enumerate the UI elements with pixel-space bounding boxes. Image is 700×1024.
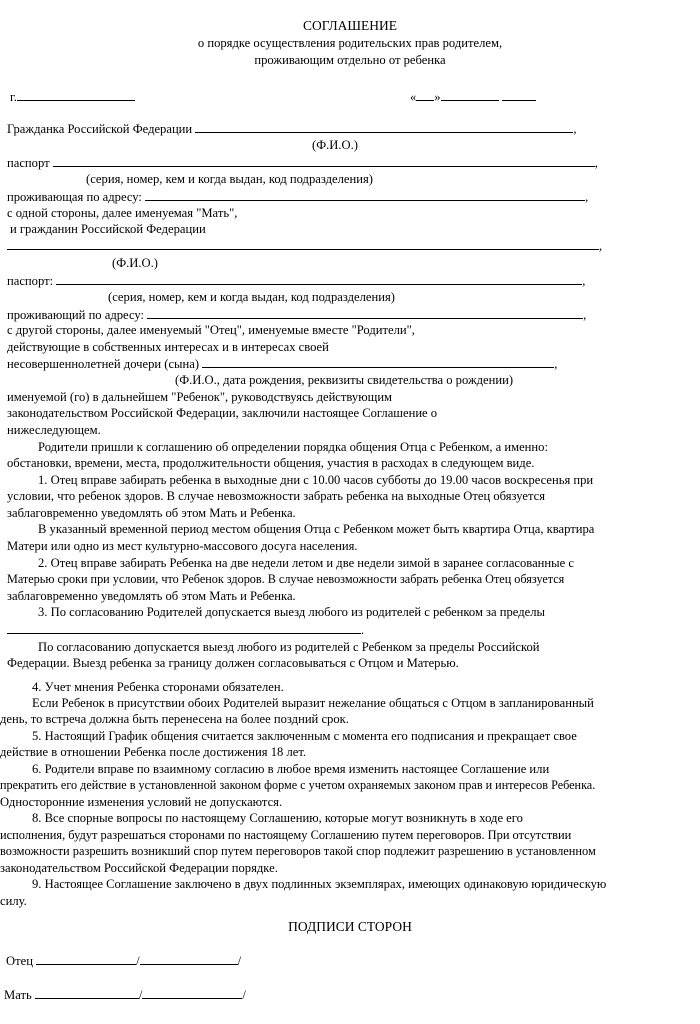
comma: ,	[573, 122, 577, 136]
father-passport-line	[7, 273, 585, 289]
father-passport-caption: (серия, номер, кем и когда выдан, код подразделения)	[108, 290, 395, 304]
city-prefix: г.	[10, 90, 17, 104]
child-blank	[202, 356, 554, 368]
body-line: законодательством Российской Федерации порядке.	[0, 861, 278, 875]
slash: /	[242, 988, 246, 1002]
clause-1: 1. Отец вправе забирать ребенка в выходные дни с 10.00 часов субботы до 19.00 часов воскресенья при	[38, 473, 594, 487]
mother-signature-blank	[35, 987, 139, 999]
clause-8: 8. Все спорные вопросы по настоящему Соглашению, которые могут возникнуть в ходе его	[32, 811, 523, 825]
father-address-line	[7, 307, 586, 323]
father-passport-label: паспорт:	[7, 274, 54, 288]
day-blank	[416, 89, 434, 101]
mother-address-line	[7, 189, 588, 205]
date-close-quote: »	[434, 90, 441, 104]
body-line: возможности разрешить возникший спор путем переговоров такой спор подлежит разрешению в установленном	[0, 844, 596, 858]
father-party-text: с другой стороны, далее именуемый "Отец", именуемые вместе "Родители",	[7, 323, 415, 337]
father-signature-line	[6, 953, 241, 969]
mother-passport-blank	[53, 155, 595, 167]
mother-citizen-label: Гражданка Российской Федерации	[7, 122, 193, 136]
clause-9: 9. Настоящее Соглашение заключено в двух подлинных экземплярах, имеющих одинаковую юридическую	[32, 877, 607, 891]
clause-2: 2. Отец вправе забирать Ребенка на две недели летом и две недели зимой в заранее согласованные с	[38, 556, 574, 570]
mother-address-label: проживающая по адресу:	[7, 190, 142, 204]
city-field	[10, 89, 135, 105]
mother-passport-label: паспорт	[7, 156, 50, 170]
date-open-quote: «	[410, 90, 417, 104]
date-field	[410, 89, 536, 105]
body-line: Матери или одно из мест культурно-массового досуга населения.	[7, 539, 358, 553]
body-line: В указанный временной период местом общения Отца с Ребенком может быть квартира Отца, квартира	[38, 522, 595, 536]
body-line: Родители пришли к соглашению об определении порядка общения Отца с Ребенком, а именно:	[38, 440, 548, 454]
body-line: силу.	[0, 894, 27, 908]
body-line: По согласованию допускается выезд любого из родителей с Ребенком за пределы Российской	[38, 640, 540, 654]
and-citizen-text: и гражданин Российской Федерации	[10, 222, 206, 236]
body-line: заблаговременно уведомлять об этом Мать и Ребенка.	[7, 506, 296, 520]
clause-4: 4. Учет мнения Ребенка сторонами обязателен.	[32, 680, 284, 694]
comma: ,	[583, 308, 587, 322]
father-address-blank	[147, 307, 583, 319]
document-subtitle-2: проживающим отдельно от ребенка	[254, 53, 446, 67]
father-fio-line	[7, 238, 602, 254]
document-title: СОГЛАШЕНИЕ	[302, 18, 398, 33]
father-address-label: проживающий по адресу:	[7, 308, 144, 322]
country-blank	[7, 622, 361, 634]
body-line: заблаговременно уведомлять об этом Мать и Ребенка.	[7, 589, 296, 603]
signatures-heading: ПОДПИСИ СТОРОН	[288, 919, 412, 934]
comma: ,	[585, 190, 589, 204]
mother-fio-caption: (Ф.И.О.)	[312, 138, 358, 152]
child-label: несовершеннолетней дочери (сына)	[7, 357, 200, 371]
father-signature-blank	[36, 953, 136, 965]
slash: /	[136, 954, 140, 968]
child-caption: (Ф.И.О., дата рождения, реквизиты свидетельства о рождении)	[175, 373, 514, 387]
father-fio-caption: (Ф.И.О.)	[112, 256, 158, 270]
father-signature-label: Отец	[6, 954, 33, 968]
body-line: Односторонние изменения условий не допускаются.	[0, 795, 283, 809]
body-line: день, то встреча должна быть перенесена на более поздний срок.	[0, 712, 349, 726]
mother-signature-label: Мать	[4, 988, 32, 1002]
body-line: действие в отношении Ребенка после достижения 18 лет.	[0, 745, 307, 759]
body-line: обстановки, времени, места, продолжительности общения, участия в расходах в следующем виде.	[7, 456, 535, 470]
clause-5: 5. Настоящий График общения считается заключенным с момента его подписания и прекращает свое	[32, 729, 577, 743]
preamble-line-2: законодательством Российской Федерации, заключили настоящее Соглашение о	[7, 406, 438, 420]
body-line: условии, что ребенок здоров. В случае невозможности забрать ребенка на выходные Отец обязуется	[7, 489, 546, 503]
month-blank	[441, 89, 499, 101]
preamble-line-3: нижеследующем.	[7, 423, 101, 437]
comma: ,	[599, 239, 603, 253]
body-line: исполнения, будут разрешаться сторонами по настоящему Соглашению путем переговоров. При отсутствии	[0, 828, 572, 842]
mother-fio-blank	[195, 121, 573, 133]
comma: ,	[582, 274, 586, 288]
father-passport-blank	[56, 273, 582, 285]
mother-name-blank	[142, 987, 242, 999]
body-line: Если Ребенок в присутствии обоих Родителей выразит нежелание общаться с Отцом в запланированный	[32, 696, 594, 710]
city-blank	[17, 89, 135, 101]
mother-passport-line	[7, 155, 598, 171]
comma: ,	[554, 357, 558, 371]
mother-citizen-line	[7, 121, 576, 137]
mother-passport-caption: (серия, номер, кем и когда выдан, код подразделения)	[86, 172, 373, 186]
mother-signature-line	[4, 987, 246, 1003]
clause-6: 6. Родители вправе по взаимному согласию в любое время изменить настоящее Соглашение или	[32, 762, 550, 776]
preamble-line-1: именуемой (го) в дальнейшем "Ребенок", руководствуясь действующим	[7, 390, 393, 404]
body-line: прекратить его действие в установленной законом форме с учетом охраняемых законом прав и интересов Ребенка.	[0, 778, 596, 792]
acting-text: действующие в собственных интересах и в интересах своей	[7, 340, 329, 354]
mother-address-blank	[145, 189, 585, 201]
document-subtitle-1: о порядке осуществления родительских прав родителем,	[197, 36, 503, 50]
clause-3: 3. По согласованию Родителей допускается выезд любого из родителей с ребенком за пределы	[38, 605, 545, 619]
slash: /	[237, 954, 242, 968]
body-line: Матерью сроки при условии, что Ребенок здоров. В случае невозможности забрать ребенка Отец обязуется	[7, 572, 565, 586]
father-fio-blank	[7, 238, 599, 250]
year-blank	[502, 89, 536, 101]
mother-party-text: с одной стороны, далее именуемая "Мать",	[7, 206, 238, 220]
period: .	[361, 623, 365, 637]
body-line: Федерации. Выезд ребенка за границу должен согласовываться с Отцом и Матерью.	[7, 656, 459, 670]
child-line	[7, 356, 557, 372]
slash: /	[138, 988, 143, 1002]
border-country-line	[7, 622, 364, 638]
comma: ,	[594, 156, 598, 170]
father-name-blank	[140, 953, 238, 965]
